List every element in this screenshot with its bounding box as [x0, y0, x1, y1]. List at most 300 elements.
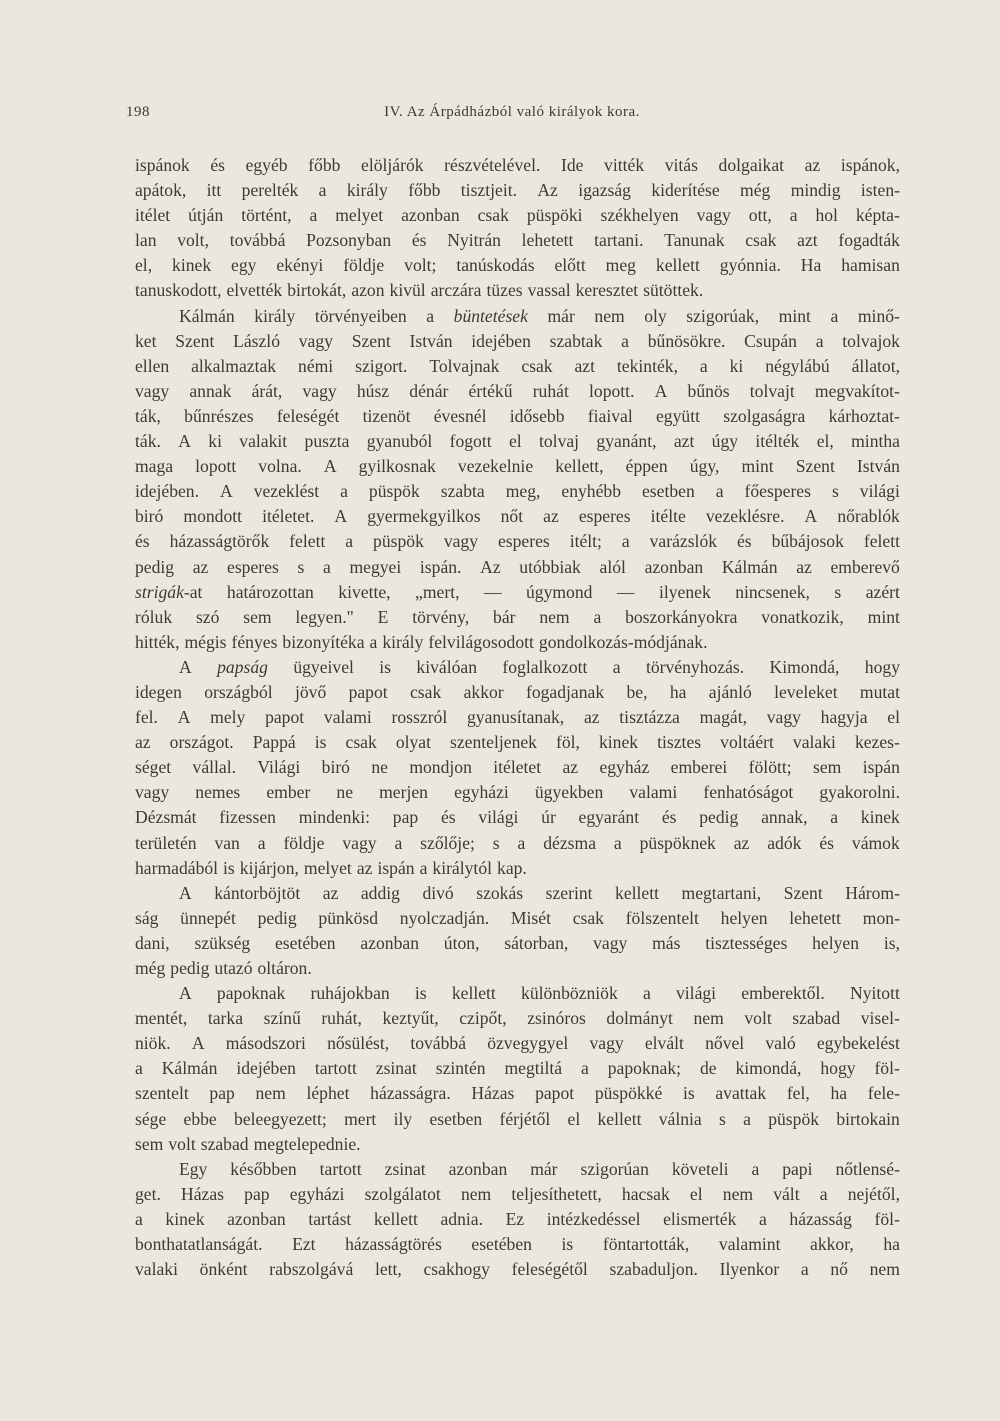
- word: István: [856, 456, 900, 477]
- word: a: [369, 631, 378, 652]
- word: hamisan: [841, 255, 900, 276]
- page-header: [126, 104, 898, 128]
- word: követeli: [671, 1158, 729, 1179]
- word: négylábú: [765, 355, 830, 376]
- word: főbb: [408, 180, 441, 201]
- word: és: [661, 807, 677, 828]
- word: gyanánt,: [596, 431, 657, 452]
- word: papot: [348, 681, 388, 702]
- word: vagy: [766, 707, 801, 728]
- word: gyanuból: [366, 431, 433, 452]
- word: püspökké: [594, 1083, 663, 1104]
- word: és: [411, 230, 427, 251]
- word: ispán: [377, 857, 415, 878]
- word: Tolvajnak: [429, 355, 500, 376]
- word: nem: [869, 1259, 900, 1280]
- word: kárhoztat-: [828, 405, 900, 426]
- word: esperes: [227, 556, 279, 577]
- word: Három-: [845, 882, 900, 903]
- word: biró: [321, 757, 350, 778]
- word: tartást: [308, 1208, 352, 1229]
- word: s: [297, 556, 305, 577]
- word: nem: [693, 1008, 724, 1029]
- word: történt,: [241, 205, 292, 226]
- word: melyet: [335, 205, 384, 226]
- word: csak: [345, 732, 377, 753]
- word: csakhogy: [423, 1259, 490, 1280]
- word: és: [819, 832, 834, 853]
- word: a: [419, 857, 428, 878]
- word: el,: [135, 255, 153, 276]
- word: megtelepednie.: [253, 1133, 361, 1154]
- word: A: [219, 481, 233, 502]
- word: fölszentelt: [625, 907, 699, 928]
- word: helyen: [812, 932, 860, 953]
- word: azon: [351, 280, 385, 301]
- word: másodszori: [225, 1033, 306, 1054]
- text-line: [135, 278, 900, 303]
- word: vezeklést: [253, 481, 320, 502]
- word: szerint: [545, 882, 593, 903]
- text-line: [135, 1207, 900, 1232]
- word: önként: [199, 1259, 248, 1280]
- word: országból: [204, 681, 273, 702]
- word: ispán: [862, 757, 900, 778]
- word: ügyeivel: [293, 656, 354, 677]
- text-line: [135, 1232, 900, 1257]
- word: föl-: [874, 1208, 900, 1229]
- word: úton,: [443, 932, 480, 953]
- word: maga: [135, 456, 174, 477]
- word: fel.: [135, 707, 158, 728]
- word: úgy: [711, 431, 739, 452]
- text-line: [135, 805, 900, 830]
- word: el: [689, 1183, 703, 1204]
- word: szabad: [200, 1133, 249, 1154]
- word: valamint: [718, 1234, 781, 1255]
- word: kellett: [655, 255, 700, 276]
- text-line: [135, 429, 900, 454]
- word: tanuskodott,: [135, 280, 222, 301]
- word: a: [345, 531, 354, 552]
- word: tisztázza: [619, 707, 680, 728]
- word: s: [831, 481, 839, 502]
- word: Csupán: [744, 330, 797, 351]
- word: csak: [477, 205, 509, 226]
- word: mutat: [859, 681, 900, 702]
- word: ispánok: [135, 155, 190, 175]
- word: A: [654, 380, 668, 401]
- word: legyen.": [295, 606, 354, 627]
- word: hitték,: [135, 631, 180, 652]
- word: gyanusítanak,: [466, 707, 565, 728]
- word: sem: [813, 757, 842, 778]
- text-line: [135, 780, 900, 805]
- word: a: [135, 1208, 143, 1229]
- text-line: [135, 404, 900, 429]
- word: a: [789, 205, 798, 226]
- word: világi: [859, 481, 900, 502]
- word: a: [621, 330, 629, 351]
- word: s: [834, 581, 842, 602]
- word: némi: [298, 355, 334, 376]
- word: ha: [669, 681, 687, 702]
- word: van: [214, 832, 240, 853]
- word: dolmányt: [606, 1008, 673, 1029]
- word: kellett: [373, 1208, 418, 1229]
- word: beleegyezett;: [234, 1108, 327, 1129]
- word: értékű: [468, 380, 513, 401]
- word: ha: [883, 1234, 900, 1255]
- word: dolgaikat: [718, 155, 785, 175]
- word: nem: [722, 1183, 754, 1204]
- word: tolvaj: [539, 431, 580, 452]
- text-line: [135, 1031, 900, 1056]
- word: kellett: [615, 882, 660, 903]
- word: annak,: [761, 807, 808, 828]
- word: a: [621, 531, 630, 552]
- word: egy: [231, 255, 257, 276]
- word: az: [733, 832, 750, 853]
- word: perelték: [241, 180, 299, 201]
- word: földje: [343, 255, 385, 276]
- word: későbben: [230, 1158, 297, 1179]
- word: házasság: [789, 1208, 852, 1229]
- word: úgy,: [689, 456, 720, 477]
- word: itt: [206, 180, 222, 201]
- word: megyei: [349, 556, 402, 577]
- word: ügyekben: [534, 782, 604, 803]
- word: fogadjanak: [525, 681, 605, 702]
- word: ünnepét: [180, 907, 236, 928]
- word: ruhát,: [321, 1008, 362, 1029]
- word: szigort.: [355, 355, 408, 376]
- word: itéletet: [493, 757, 542, 778]
- word: a: [819, 1183, 828, 1204]
- word: az: [796, 556, 812, 577]
- word: azonban: [401, 205, 460, 226]
- word: tisztes: [657, 732, 702, 753]
- word: ispán.: [419, 556, 462, 577]
- word: Dézsmát: [135, 807, 197, 828]
- word: határozottan: [226, 581, 314, 602]
- word: tisztjeit.: [460, 180, 517, 201]
- word: melyet: [303, 857, 352, 878]
- word: bár: [493, 606, 516, 627]
- word: sem: [243, 606, 272, 627]
- word: ily: [393, 1108, 413, 1129]
- word: fényes: [231, 631, 278, 652]
- word: lopott: [195, 456, 237, 477]
- word: Ezt: [292, 1234, 316, 1255]
- word: a: [830, 305, 839, 326]
- word: gyermekgyilkos: [367, 506, 481, 527]
- word: vámok: [851, 832, 900, 853]
- word: püspök: [373, 531, 424, 552]
- word: az: [322, 882, 339, 903]
- word: emberevő: [830, 556, 900, 577]
- word: már: [530, 1158, 558, 1179]
- word: idejében.: [135, 481, 199, 502]
- word: sem: [135, 1133, 164, 1154]
- word: valaki: [792, 732, 836, 753]
- word: férjétől: [499, 1108, 551, 1129]
- word: nőrablók: [837, 506, 900, 527]
- word: is: [379, 656, 392, 677]
- word: igazság: [578, 180, 631, 201]
- word: bonthatatlanságát.: [135, 1234, 263, 1255]
- word: mindenki:: [298, 807, 371, 828]
- word: árát,: [251, 380, 283, 401]
- word: még: [740, 180, 771, 201]
- word: meg: [605, 255, 636, 276]
- word: törvény,: [412, 606, 470, 627]
- word: adók: [767, 832, 802, 853]
- word: vagy: [589, 1033, 624, 1054]
- word: király: [254, 305, 296, 326]
- word: törvényhozás.: [645, 656, 745, 677]
- text-line: [135, 504, 900, 529]
- word: tartott: [314, 1058, 357, 1079]
- word: egyéb: [245, 155, 288, 175]
- word: lan: [135, 230, 157, 251]
- word: tekinték,: [616, 355, 678, 376]
- word: azért: [865, 581, 900, 602]
- word: strigák-at: [135, 581, 203, 602]
- word: minő-: [857, 305, 900, 326]
- word: mint: [741, 456, 774, 477]
- word: főesperes: [744, 481, 811, 502]
- word: az: [356, 857, 373, 878]
- word: oltáron.: [257, 958, 312, 978]
- word: a: [758, 1208, 767, 1229]
- word: zsinat: [375, 1058, 417, 1079]
- word: mert: [344, 1108, 377, 1129]
- word: a: [581, 1058, 589, 1079]
- word: előtt: [554, 255, 586, 276]
- word: a: [613, 832, 622, 853]
- word: vállal.: [192, 757, 236, 778]
- word: Ez: [505, 1208, 525, 1229]
- word: mintha: [851, 431, 900, 452]
- word: el: [567, 1108, 581, 1129]
- word: az: [543, 506, 559, 527]
- word: egybekelést: [816, 1033, 900, 1054]
- word: Szent: [783, 882, 823, 903]
- word: a: [309, 205, 318, 226]
- text-line: [135, 1182, 900, 1207]
- text-line: [135, 856, 900, 881]
- word: pap: [209, 1083, 235, 1104]
- word: hol: [815, 205, 838, 226]
- word: tolvajok: [842, 330, 900, 351]
- word: püspöki: [526, 205, 583, 226]
- word: szigorúak,: [686, 305, 760, 326]
- word: is,: [883, 932, 900, 953]
- word: ajánló: [708, 681, 752, 702]
- word: az: [583, 707, 600, 728]
- word: vitték: [604, 155, 645, 175]
- text-line: [135, 1107, 900, 1132]
- word: ember: [266, 782, 311, 803]
- word: a: [426, 305, 435, 326]
- word: adnia.: [440, 1208, 483, 1229]
- text-line: [135, 580, 900, 605]
- word: vagy: [443, 531, 479, 552]
- word: bűnös: [687, 380, 730, 401]
- word: Kálmán: [161, 1058, 218, 1079]
- word: rosszról: [391, 707, 448, 728]
- word: azonban: [644, 556, 704, 577]
- word: úgymond: [525, 581, 593, 602]
- page-number: 198: [126, 104, 150, 120]
- word: király: [382, 631, 424, 652]
- word: László: [233, 330, 280, 351]
- word: a: [322, 556, 331, 577]
- word: gondolkozás-módjának.: [538, 631, 708, 652]
- word: a: [318, 180, 327, 201]
- word: szintén: [435, 1058, 486, 1079]
- word: A: [178, 431, 191, 452]
- word: dani,: [135, 932, 170, 953]
- word: fizessen: [219, 807, 276, 828]
- word: bizonyítéka: [282, 631, 365, 652]
- word: pedig: [699, 807, 739, 828]
- word: csak: [521, 355, 553, 376]
- word: varázslók: [649, 531, 718, 552]
- word: —: [616, 581, 635, 602]
- word: papoknak: [216, 983, 286, 1004]
- word: emberei: [670, 757, 728, 778]
- word: a: [830, 807, 839, 828]
- word: a: [699, 355, 708, 376]
- word: enyhébb: [561, 481, 621, 502]
- word: ket: [135, 330, 157, 351]
- word: bűnrészes: [184, 405, 254, 426]
- word: helyen: [720, 907, 768, 928]
- word: vált: [773, 1183, 800, 1204]
- word: pap: [244, 1183, 270, 1204]
- word: valakit: [239, 431, 288, 452]
- word: tanúskodás: [456, 255, 535, 276]
- word: fenhatóságot: [703, 782, 794, 803]
- word: szolgálatot: [364, 1183, 441, 1204]
- word: gyónnia.: [719, 255, 781, 276]
- word: ott,: [748, 205, 772, 226]
- word: „mert,: [415, 581, 460, 602]
- word: Kálmán: [179, 305, 235, 326]
- word: részvételével.: [444, 155, 541, 175]
- text-line: [135, 956, 900, 981]
- word: bűbájosok: [771, 531, 844, 552]
- word: kinek: [165, 1208, 205, 1229]
- word: Világi: [257, 757, 301, 778]
- text-line: [135, 906, 900, 931]
- word: birtokain: [836, 1108, 900, 1129]
- word: s: [492, 832, 500, 853]
- word: azt: [797, 230, 818, 251]
- word: tolvajt: [749, 380, 795, 401]
- word: vagy: [302, 380, 337, 401]
- word: idegen: [135, 681, 182, 702]
- word: országot.: [169, 732, 234, 753]
- word: király: [346, 180, 388, 201]
- word: állatot,: [851, 355, 900, 376]
- body-text: [135, 153, 900, 1282]
- word: volt: [744, 1008, 772, 1029]
- word: felvilágosodott: [428, 631, 534, 652]
- word: magát,: [699, 707, 747, 728]
- word: nőt: [500, 506, 524, 527]
- word: jövő: [294, 681, 327, 702]
- word: különbözniök: [521, 983, 618, 1004]
- word: Tanunak: [664, 230, 725, 251]
- text-line: [135, 831, 900, 856]
- word: Nyitrán: [447, 230, 501, 251]
- word: a: [743, 1108, 751, 1129]
- word: teljesíthetett,: [511, 1183, 602, 1204]
- word: elöljárók: [361, 155, 424, 175]
- word: szolgaságra: [723, 405, 806, 426]
- word: el: [508, 431, 522, 452]
- word: mondott: [183, 506, 243, 527]
- word: vagy: [135, 380, 170, 401]
- word: vassal: [527, 280, 571, 301]
- word: arczára: [430, 280, 482, 301]
- text-line: [135, 379, 900, 404]
- word: Házas: [471, 1083, 515, 1104]
- word: visel-: [860, 1008, 900, 1029]
- word: kap.: [497, 857, 527, 878]
- text-line: [135, 555, 900, 580]
- word: útján: [188, 205, 224, 226]
- word: püspök: [768, 1108, 820, 1129]
- text-line: [135, 454, 900, 479]
- word: itélte: [650, 506, 686, 527]
- word: A: [177, 707, 191, 728]
- word: felett: [863, 531, 900, 552]
- word: esetben: [641, 481, 695, 502]
- word: ták,: [135, 405, 161, 426]
- word: hagyja: [820, 707, 868, 728]
- word: szabad: [792, 1008, 841, 1029]
- word: nejétől,: [847, 1183, 900, 1204]
- word: el: [887, 707, 900, 728]
- word: fel,: [786, 1083, 810, 1104]
- word: Pozsonyban: [306, 230, 392, 251]
- word: nemes: [195, 782, 241, 803]
- word: a: [612, 656, 621, 677]
- word: továbbá: [229, 230, 286, 251]
- word: elvették: [226, 280, 283, 301]
- word: házasságtörők: [169, 531, 270, 552]
- word: boszorkányokra: [625, 606, 738, 627]
- word: nő: [830, 1259, 848, 1280]
- word: ták.: [135, 431, 161, 452]
- word: is: [223, 857, 235, 878]
- word: vagy: [298, 330, 333, 351]
- word: leveleket: [774, 681, 838, 702]
- word: —: [483, 581, 502, 602]
- word: vagy: [696, 205, 731, 226]
- word: Szent: [175, 330, 215, 351]
- word: vitás: [664, 155, 698, 175]
- word: kellett: [597, 1108, 642, 1129]
- word: királytól: [432, 857, 493, 878]
- word: Pappá: [252, 732, 296, 753]
- word: föntartották,: [602, 1234, 690, 1255]
- word: lehetett: [789, 907, 842, 928]
